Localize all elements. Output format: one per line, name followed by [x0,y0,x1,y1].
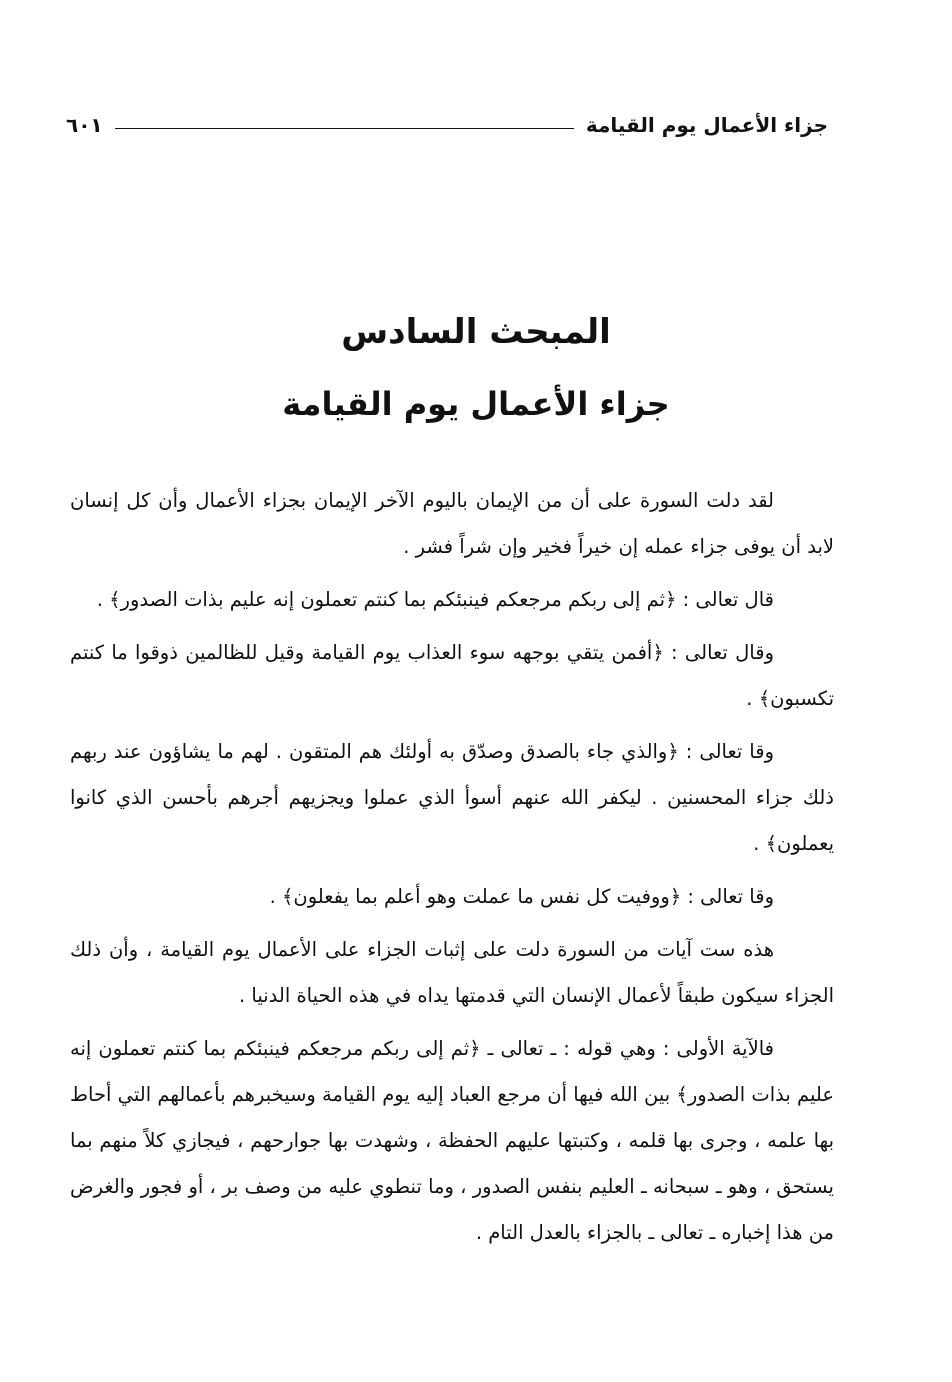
running-header [66,108,828,142]
paragraph-explanation: فالآية الأولى : وهي قوله : ـ تعالى ـ ﴿ثم إلى ربكم مرجعكم فينبئكم بما كنتم تعملون إنه عليم بذات الصدور﴾ بين الله فيها أن مرجع العباد إليه يوم القيامة وسيخبرهم بأعمالهم التي أحاط بها علمه ، وجرى بها قلمه ، وكتبتها عليهم الحفظة ، وشهدت بها جوارحهم ، فيجازي كلاً منهم بما يستحق ، وهو ـ سبحانه ـ العليم بنفس الصدور ، وما تنطوي عليه من وصف بر ، أو فجور والغرض من هذا إخباره ـ تعالى ـ بالجزاء بالعدل التام . [70,1037,834,1244]
paragraph-verse-1: قال تعالى : ﴿ثم إلى ربكم مرجعكم فينبئكم بما كنتم تعملون إنه عليم بذات الصدور﴾ . [96,588,774,611]
header-rule [115,128,574,129]
section-title: جزاء الأعمال يوم القيامة [282,385,670,423]
paragraph-verse-2: وقال تعالى : ﴿أفمن يتقي بوجهه سوء العذاب يوم القيامة وقيل للظالمين ذوقوا ما كنتم تكسبون﴾ . [70,641,834,710]
section-heading: المبحث السادس [341,312,611,352]
paragraph-intro: لقد دلت السورة على أن من الإيمان باليوم الآخر الإيمان بجزاء الأعمال وأن كل إنسان لابد أن يوفى جزاء عمله إن خيراً فخير وإن شراً فشر . [70,489,834,558]
page-number: ٦٠١ [66,113,103,137]
paragraph-summary: هذه ست آيات من السورة دلت على إثبات الجزاء على الأعمال يوم القيامة ، وأن ذلك الجزاء سيكون طبقاً لأعمال الإنسان التي قدمتها يداه في هذه الحياة الدنيا . [70,938,834,1007]
body-text [70,478,834,1263]
running-title: جزاء الأعمال يوم القيامة [585,113,828,137]
paragraph-verse-4: وقا تعالى : ﴿ووفيت كل نفس ما عملت وهو أعلم بما يفعلون﴾ . [269,885,774,908]
paragraph-verse-3: وقا تعالى : ﴿والذي جاء بالصدق وصدّق به أولئك هم المتقون . لهم ما يشاؤون عند ربهم ذلك جزاء المحسنين . ليكفر الله عنهم أسوأ الذي عملوا ويجزيهم أجرهم بأحسن الذي كانوا يعملون﴾ . [70,740,834,855]
